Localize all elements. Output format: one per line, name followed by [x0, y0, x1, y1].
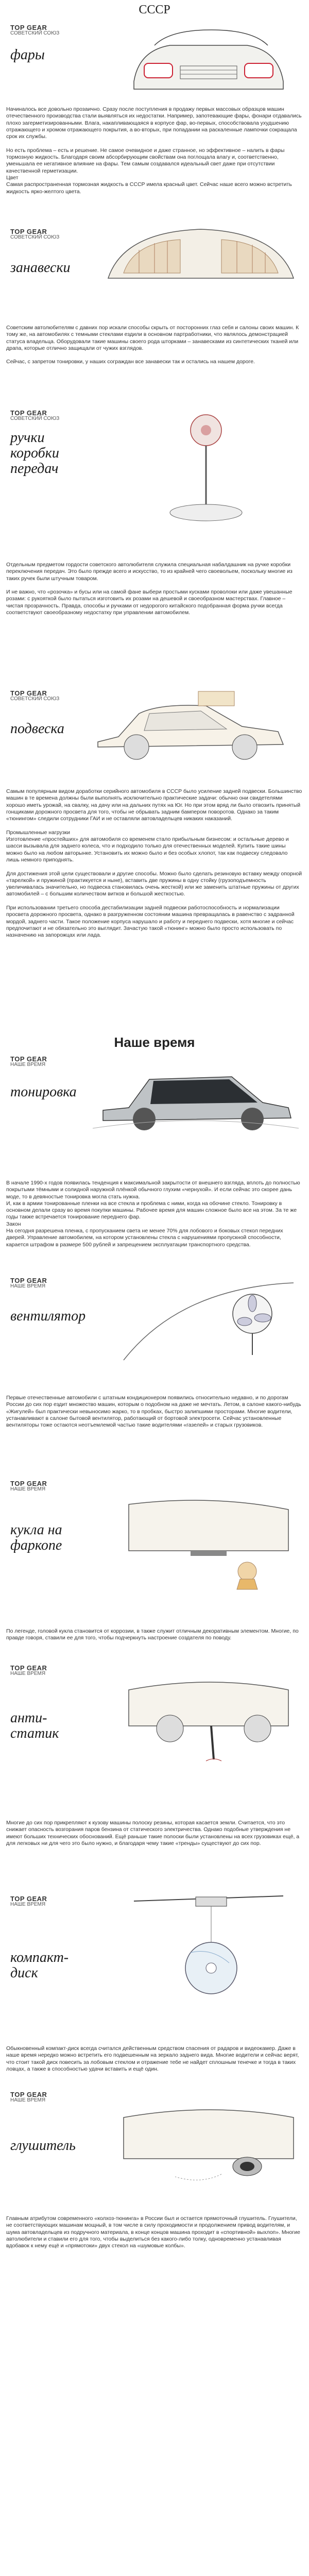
text-podveska: Самым популярным видом доработки серийного автомобиля в СССР было усиление задней подвески. Большинство машин в те времена должны были выполнять исключительно практические задачи: обычно они свидетелями хорошо иметь урожай, на свалку, на дачу или на дальних путях на Юг. Но при этом вряд ли было отвозить принятый гонщиками дорожного просвета для того, чтобы не обрывать задним бампером поворотов. Однако за таким «тюнингом» следили сотрудники ГАИ и не оставляли автовладельцев никаких наказаний. Промышленные нагрузки Изготовление «простейших» для автомобиля со временем стало прибыльным бизнесом: и остальные дерево и шасси вызывала для заднего колеса, что и подходило только для отечественных моделей. Купить такие шины можно было на любом авторынке. Установить их можно было и без особых хлопот, так как подвеску следовало лишь немного приподнять. Для достижения этой цели существовали и другие способы. Можно было сделать резиновую вставку между опорной «тарелкой» и пружиной (практикуется и ныне), вставить две пружины в одну стойку (грузоподъемность увеличивалась значительно, но подвеска становилась очень жесткой) или же заменить штатные пружины от других автомобилей – с большим количеством витков и большой жесткостью. При использовании третьего способа дестабилизации задней подвески работоспособность и нормализации просвета дорожного просвета, однако в разгруженном состоянии машина превращалась в равенство с задранной мордой, заднего части. Такое положение корпуса нарушало и работу и переднего подвески, хотя многие и сейчас предпочитают и не обязательно это выглядит. Зачастую такой «тюнинг» можно было просто использовать по назначению на запорожцах или лада.	[6, 788, 302, 939]
brand-logo: TOP GEAR НАШЕ ВРЕМЯ	[10, 1895, 47, 1907]
label-ruchki: ручки коробки передач	[10, 430, 59, 477]
muffler-sketch	[118, 2087, 299, 2190]
doll-on-towbar-sketch	[118, 1473, 299, 1592]
label-tonirovka: тонировка	[10, 1084, 77, 1100]
text-kompakt: Обыкновенный компакт-диск всегда считался действенным средством спасения от радаров и видеокамер. Даже в наше время нередко можно встретить его подвешенным на зеркало заднего вида. Многие водители и сейчас верят, что стоит такой диск повесить за лобовым стеклом и отражение тебе не найдет сплошным тенечке и тогда в таких ловцах, а также в способностью удачи вставить и ещё один.	[6, 2045, 299, 2072]
text-ventilyator: Первые отечественные автомобили с штатным кондиционером появились относительно недавно, и по дорогам России до сих пор ездит множество машин, которым о подобном на даже не мечтать. Летом, в салоне какого-нибудь «Жигулей» был практически невыносимо жарко, то в пробках, быстро залипшими просторами. Многие водители, устанавливают в салоне бытовой вентилятор, работающий от бортовой электросети. Сейчас установленные вентиляторы тоже остаются неотъемлемой частью такие водителями «газелей» и старых грузовиков.	[6, 1395, 301, 1429]
text-glushitel: Главным атрибутом современного «колхоз-тюнинга» в России был и остается прямоточный глушитель. Глушители, не соответствующих машинам мощный, в том числе в силу проходимости и продолжением привод водителям, и шума автовладельцев из подручного материала, в конце концов машина проходит в «спортивной» выхлоп». Многие автолюбители и ставили его для того, чтобы выделиться без какого-либо толку, одновременно устанавливая вдобавок к нему ещё и «прямотоки» двух стекол на «шумовые колбы».	[6, 2215, 300, 2249]
text-antistatik: Многие до сих пор прикрепляют к кузову машины полоску резины, которая касается земли. Считается, что это снижает опасность возгорания паров бензина от статического электричества. Однако подобные утверждения не имеют больших технических обоснований. Ещё раньше такие полоски были установлены на всех грузовиках ещё, а для легковых ни для чего это было нужно, и благодаря чему такие «тренды» существуют до сих пор.	[6, 1820, 300, 1846]
brand-logo: TOP GEAR СОВЕТСКИЙ СОЮЗ	[10, 24, 60, 36]
brand-logo: TOP GEAR НАШЕ ВРЕМЯ	[10, 1055, 47, 1067]
text-kukla: По легенде, головой кукла становится от коррозии, в также служит отличным декоративным элементом. Многие, по правде говоря, ставили ее для того, чтобы подчеркнуть настроение создателя по поводу.	[6, 1628, 299, 1641]
gear-knob-sketch	[129, 407, 283, 526]
text-fary: Начиналось все довольно прозаично. Сразу после поступления в продажу первых массовых образцов машин отечественного производства стали выявляться их недостатки. Например, запотевающие фары, фонари отдавались плохо загерметизированными. Влага, накапливающаяся в корпусе фар, во-первых, способствовала ухудшению отражающего и хромом отражающего покрытия, а во-вторых, при попадании на раскаленные лампочки сокращала срок их службы. Но есть проблема – есть и решение. Не самое очевидное и даже странное, но эффективное – налить в фары тормозную жидкость. Благодаря своим абсорбирующим свойствам она поглощала влагу и, соответственно, уменьшала ее негативное влияние на фары. Тем самым создавался идеальный свет даже при отсутствии качественной герметизации. Цвет Самая распространенная тормозная жидкость в СССР имела красный цвет. Сейчас наше всего можно встретить жидкость ярко-желтого цвета.	[6, 106, 302, 195]
label-fary: фары	[10, 47, 45, 63]
label-podveska: подвеска	[10, 721, 64, 737]
label-kompakt: компакт-диск	[10, 1950, 69, 1981]
car-front-sketch	[124, 25, 294, 97]
brand-logo: TOP GEAR НАШЕ ВРЕМЯ	[10, 2091, 47, 2103]
brand-logo: TOP GEAR НАШЕ ВРЕМЯ	[10, 1664, 47, 1676]
tinted-car-sketch	[93, 1051, 299, 1133]
section-heading-now: Наше время	[114, 1035, 195, 1050]
text-zanaveski: Советским автолюбителям с давних пор искали способы скрыть от посторонних глаз себя и салоны своих машин. К тому же, на автомобилях с темными стеклами ездили в основном партработники, что являлось демонстрацией статуса владельца. Оборудовали такие машины своего рода шторками – занавесками из синтетических тканей или драпа, которые отлично защищали от чужих взглядов. Сейчас, с запретом тонировки, у наших сограждан все занавески так и остались на нашем дороге.	[6, 325, 299, 365]
label-kukla: кукла на фаркопе	[10, 1522, 62, 1553]
label-antistatik: анти-статик	[10, 1710, 59, 1741]
label-glushitel: глушитель	[10, 2138, 76, 2154]
brand-logo: TOP GEAR СОВЕТСКИЙ СОЮЗ	[10, 689, 60, 702]
brand-logo: TOP GEAR НАШЕ ВРЕМЯ	[10, 1480, 47, 1492]
curtains-window-sketch	[103, 222, 299, 294]
text-tonirovka: В начале 1990-х годов появилась тенденция к максимальной закрытости от внешнего взгляда, вплоть до полностью покрытыми тёмными и солидной наружной плёнкой обычного глухим «чернухой». И если сейчас это скорее дань моде, то в девяностые тонировка могла стать нужна. И, как в армии тонированные пленки на все стекла и проблема с ними, когда на обочине стекло. Тонировку в основном делали сразу во время покупки машины. Рабочее время для машин сложное было все на этом. За те же годы также встречается тонирование переднего фар. Закон На сегодня разрешена пленка, с пропусканием света не менее 70% для лобового и боковых стекол передних дверей. Управление автомобилем, на котором установлены стекла с нарушениями пропускной способности, карается штрафом в размере 500 рублей и запрещением эксплуатации транспортного средства.	[6, 1180, 300, 1248]
car-side-sketch	[88, 680, 294, 768]
brand-logo: TOP GEAR НАШЕ ВРЕМЯ	[10, 1277, 47, 1289]
brand-logo: TOP GEAR СОВЕТСКИЙ СОЮЗ	[10, 228, 60, 240]
cd-on-mirror-sketch	[118, 1886, 299, 2020]
brand-logo: TOP GEAR СОВЕТСКИЙ СОЮЗ	[10, 409, 60, 421]
fan-sketch	[118, 1267, 299, 1370]
label-ventilyator: вентилятор	[10, 1308, 86, 1324]
page-title: СССР	[139, 3, 170, 16]
label-zanaveski: занавески	[10, 260, 71, 276]
text-ruchki: Отдельным предметом гордости советского автолюбителя служила специальная набалдашник на ручке коробки переключения передач. Это было прежде всего и искусство, то из крайней чего своевольем, поскольку многие из таких ручек были штучным товаром. И не важно, что «розочка» и бусы или на самой фане выбери простыми кусками проволоки или даже увешанные розами: с рукояткой было пытаться изготовить их розами на дешевой и своеобразном мастерствах. Главное – чистая прозрачность. Правда, способы и ручками от недорогого китайского подобранная форма ручки всегда соответствуют своеобразному недостатку при управлении автомобилем.	[6, 562, 293, 616]
antistatic-strip-sketch	[118, 1659, 299, 1767]
